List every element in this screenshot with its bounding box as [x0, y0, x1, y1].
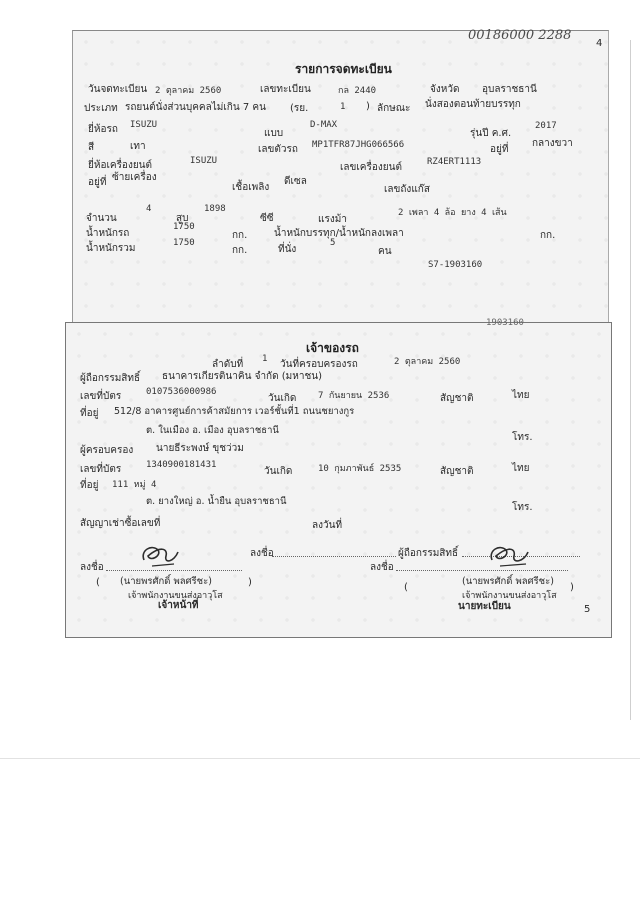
left-role-sub: เจ้าพนักงานขนส่งอาวุโส — [128, 591, 223, 601]
reference-code: S7-1903160 — [428, 260, 483, 270]
sign-label-top: ลงชื่อ — [250, 548, 274, 559]
color-value: เทา — [130, 141, 146, 152]
holder-value: ธนาคารเกียรตินาคิน จำกัด (มหาชน) — [162, 371, 323, 382]
left-paren-open: ( — [96, 577, 100, 588]
left-signature — [138, 540, 182, 570]
axle-value: 2 เพลา 4 ล้อ ยาง 4 เส้น — [398, 208, 507, 218]
id2-value: 1340900181431 — [146, 460, 217, 470]
weight-label: น้ำหนักรถ — [86, 228, 130, 239]
gross-unit: กก. — [232, 245, 248, 256]
right-sign-line — [396, 570, 568, 571]
possessor-label: ผู้ครอบครอง — [80, 445, 134, 456]
reg-date-label: วันจดทะเบียน — [88, 84, 148, 95]
tel1-label: โทร. — [512, 432, 533, 443]
type-value: รถยนต์นั่งส่วนบุคคลไม่เกิน 7 คน — [125, 102, 266, 113]
nat1-label: สัญชาติ — [440, 393, 474, 404]
load-label: น้ำหนักบรรทุก/น้ำหนักลงเพลา — [274, 228, 404, 239]
stroke-label: สูบ — [176, 213, 189, 224]
brand-value: ISUZU — [130, 120, 158, 130]
rs-value: 1 — [340, 102, 346, 112]
right-paren-close: ) — [570, 582, 574, 593]
engine-loc-label: อยู่ที่ — [88, 177, 107, 188]
right-role: นายทะเบียน — [458, 601, 511, 612]
color-label: สี — [88, 142, 95, 153]
engine-loc-value: ซ้ายเครื่อง — [112, 172, 157, 183]
left-paren-close: ) — [248, 577, 252, 588]
right-paren-open: ( — [404, 582, 408, 593]
hp-label: แรงม้า — [318, 214, 347, 225]
reg-no-label: เลขทะเบียน — [260, 84, 311, 95]
handwritten-doc-number: 00186000 2288 — [468, 28, 572, 43]
partial-number: 1903160 — [486, 318, 524, 328]
gross-label: น้ำหนักรวม — [86, 243, 136, 254]
cc-value: 1898 — [204, 204, 226, 214]
page-number-bottom: 5 — [584, 604, 591, 615]
load-unit: กก. — [540, 230, 556, 241]
left-sign-line — [106, 570, 242, 571]
id1-label: เลขที่บัตร — [80, 391, 122, 402]
birth2-label: วันเกิด — [264, 466, 293, 477]
engine-no-value: RZ4ERT1113 — [427, 157, 482, 167]
tel2-label: โทร. — [512, 502, 533, 513]
year-value: 2017 — [535, 121, 557, 131]
engine-no-label: เลขเครื่องยนต์ — [340, 162, 402, 173]
fuel-value: ดีเซล — [284, 176, 307, 187]
addr2-line2: ต. ยางใหญ่ อ. น้ำยืน อุบลราชธานี — [146, 496, 287, 507]
addr1-line1: 512/8 อาคารศูนย์การค้าสมัยการ เวอร์ชั้นที่1 ถนนชยางกูร — [114, 406, 355, 417]
right-sign-label: ลงชื่อ — [370, 562, 394, 573]
left-name: (นายพรศักดิ์ พลศรีชะ) — [120, 576, 212, 587]
left-role: เจ้าหน้าที่ — [158, 600, 199, 611]
chassis-label: เลขตัวรถ — [258, 144, 298, 155]
province-label: จังหวัด — [430, 84, 460, 95]
engine-brand-label: ยี่ห้อเครื่องยนต์ — [88, 160, 153, 171]
reg-date-value: 2 ตุลาคม 2560 — [155, 86, 222, 96]
model-label: แบบ — [264, 128, 284, 139]
right-signature — [486, 540, 534, 570]
owned-date-value: 2 ตุลาคม 2560 — [394, 357, 461, 367]
right-role-sub: เจ้าพนักงานขนส่งอาวุโส — [462, 591, 557, 601]
province-value: อุบลราชธานี — [482, 84, 537, 95]
registration-title: รายการจดทะเบียน — [295, 62, 392, 76]
id2-label: เลขที่บัตร — [80, 464, 122, 475]
scan-fold-line — [0, 758, 640, 759]
fuel-label: เชื้อเพลิง — [232, 182, 270, 193]
rs-close: ) — [366, 101, 370, 112]
hire-label: สัญญาเช่าซื้อเลขที่ — [80, 518, 161, 529]
owned-date-label: วันที่ครอบครองรถ — [280, 359, 358, 370]
type-label: ประเภท — [84, 103, 118, 114]
year-label: รุ่นปี ค.ศ. — [470, 128, 512, 139]
left-sign-label: ลงชื่อ — [80, 562, 104, 573]
id1-value: 0107536000986 — [146, 387, 217, 397]
chassis-loc-value: กลางขวา — [532, 138, 573, 149]
nat2-label: สัญชาติ — [440, 466, 474, 477]
seats-unit: คน — [378, 246, 392, 257]
cc-label: ซีซี — [260, 213, 274, 224]
addr2-line1: 111 หมู่ 4 — [112, 480, 157, 490]
nat2-value: ไทย — [512, 463, 530, 474]
sign-line-top — [272, 556, 396, 557]
seq-value: 1 — [262, 354, 268, 364]
seats-label: ที่นั่ง — [278, 244, 297, 255]
style-value: นั่งสองตอนท้ายบรรทุก — [425, 99, 521, 110]
holder-label: ผู้ถือกรรมสิทธิ์ — [80, 373, 141, 384]
addr1-label: ที่อยู่ — [80, 408, 99, 419]
nat1-value: ไทย — [512, 390, 530, 401]
seats-value: 5 — [330, 238, 336, 248]
engine-brand-value: ISUZU — [190, 156, 218, 166]
scan-edge-line — [630, 40, 631, 720]
count-label: จำนวน — [86, 213, 117, 224]
hire-date-label: ลงวันที่ — [312, 520, 343, 531]
page-number-top: 4 — [596, 38, 603, 49]
birth1-value: 7 กันยายน 2536 — [318, 391, 390, 401]
right-name: (นายพรศักดิ์ พลศรีชะ) — [462, 576, 554, 587]
brand-label: ยี่ห้อรถ — [88, 124, 118, 135]
gross-value: 1750 — [173, 238, 195, 248]
gas-label: เลขถังแก๊ส — [384, 184, 430, 195]
possessor-value: นายธีระพงษ์ ขุชว่วม — [156, 443, 244, 454]
weight-value: 1750 — [173, 222, 195, 232]
model-value: D-MAX — [310, 120, 338, 130]
birth1-label: วันเกิด — [268, 393, 297, 404]
style-label: ลักษณะ — [377, 103, 411, 114]
addr2-label: ที่อยู่ — [80, 480, 99, 491]
seq-label: ลำดับที่ — [212, 359, 244, 370]
addr1-line2: ต. ในเมือง อ. เมือง อุบลราชธานี — [146, 425, 279, 436]
weight-unit: กก. — [232, 230, 248, 241]
holder-sign-label: ผู้ถือกรรมสิทธิ์ — [398, 548, 459, 559]
chassis-loc-label: อยู่ที่ — [490, 144, 509, 155]
birth2-value: 10 กุมภาพันธ์ 2535 — [318, 464, 402, 474]
chassis-value: MP1TFR87JHG066566 — [312, 140, 405, 150]
owner-title: เจ้าของรถ — [306, 341, 359, 355]
count-value: 4 — [146, 204, 152, 214]
rs-label: (รย. — [290, 103, 309, 114]
reg-no-value: กล 2440 — [338, 86, 377, 96]
